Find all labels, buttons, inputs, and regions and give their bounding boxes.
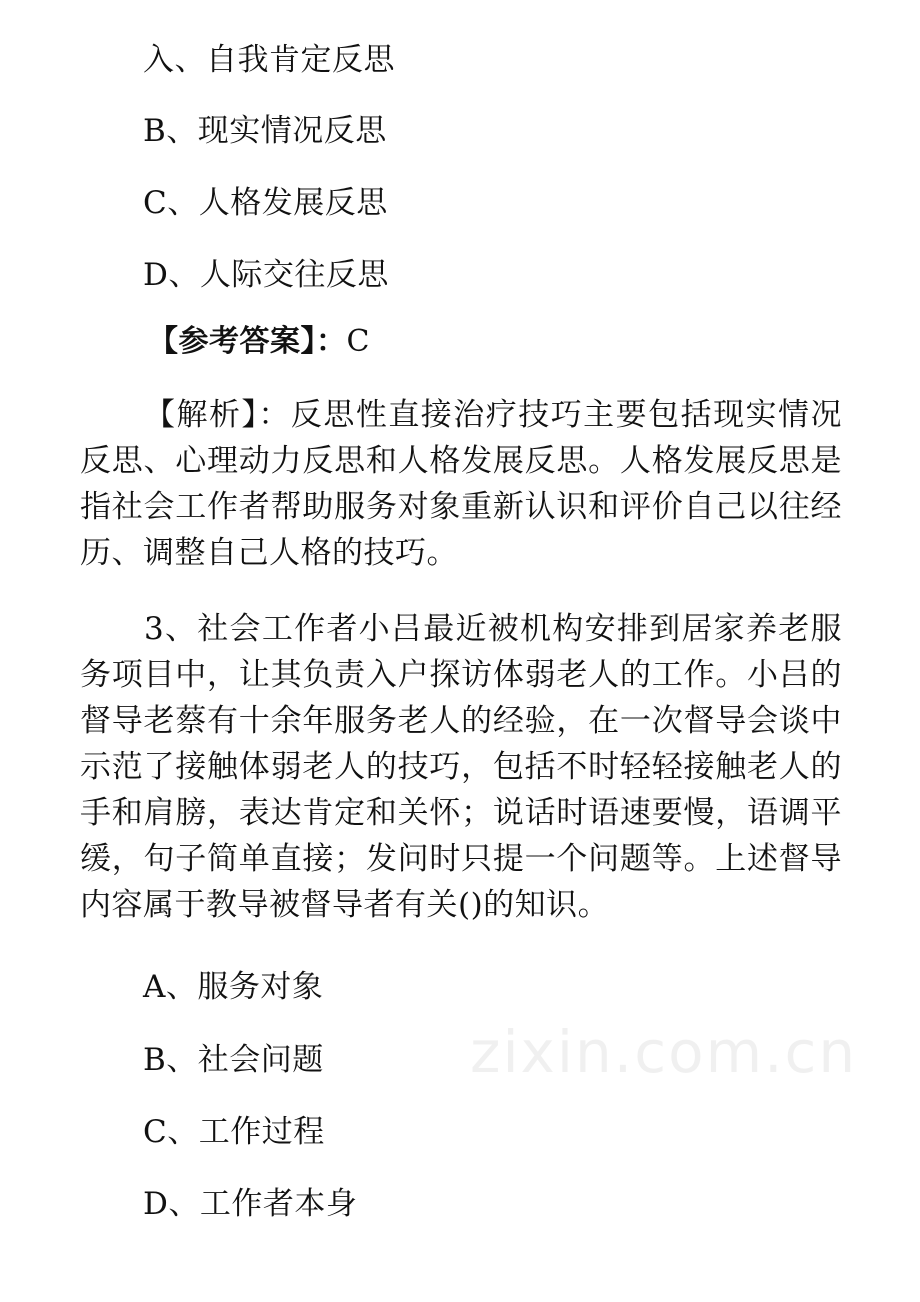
q2-analysis: [80, 392, 842, 576]
q2-option-d: D、人际交往反思: [143, 257, 389, 293]
analysis-label: 【解析】：: [144, 397, 291, 433]
watermark: zixin.com.cn: [470, 1018, 858, 1086]
q3-option-d: D、工作者本身: [143, 1186, 358, 1222]
q3-option-b: B、社会问题: [143, 1042, 324, 1078]
analysis-text: 反思性直接治疗技巧主要包括现实情况反思、心理动力反思和人格发展反思。人格发展反思是指社会工作者帮助服务对象重新认识和评价自己以往经历、调整自己人格的技巧。: [80, 397, 843, 571]
q3-option-c: C、工作过程: [143, 1114, 325, 1150]
answer-label: 【参考答案】：: [148, 324, 347, 359]
q3-question: 3、社会工作者小吕最近被机构安排到居家养老服务项目中，让其负责入户探访体弱老人的工作。小吕的督导老蔡有十余年服务老人的经验，在一次督导会谈中示范了接触体弱老人的技巧，包括不时轻轻接触老人的手和肩膀，表达肯定和关怀；说话时语速要慢，语调平缓，句子简单直接；发问时只提一个问题等。上述督导内容属于教导被督导者有关()的知识。: [80, 611, 842, 923]
q2-option-c: C、人格发展反思: [143, 185, 388, 221]
answer-value: C: [346, 324, 370, 359]
q2-answer: [148, 322, 370, 362]
q2-option-b: B、现实情况反思: [143, 113, 387, 149]
q2-option-a: 入、自我肯定反思: [143, 42, 395, 78]
q3-option-a: A、服务对象: [143, 969, 324, 1005]
